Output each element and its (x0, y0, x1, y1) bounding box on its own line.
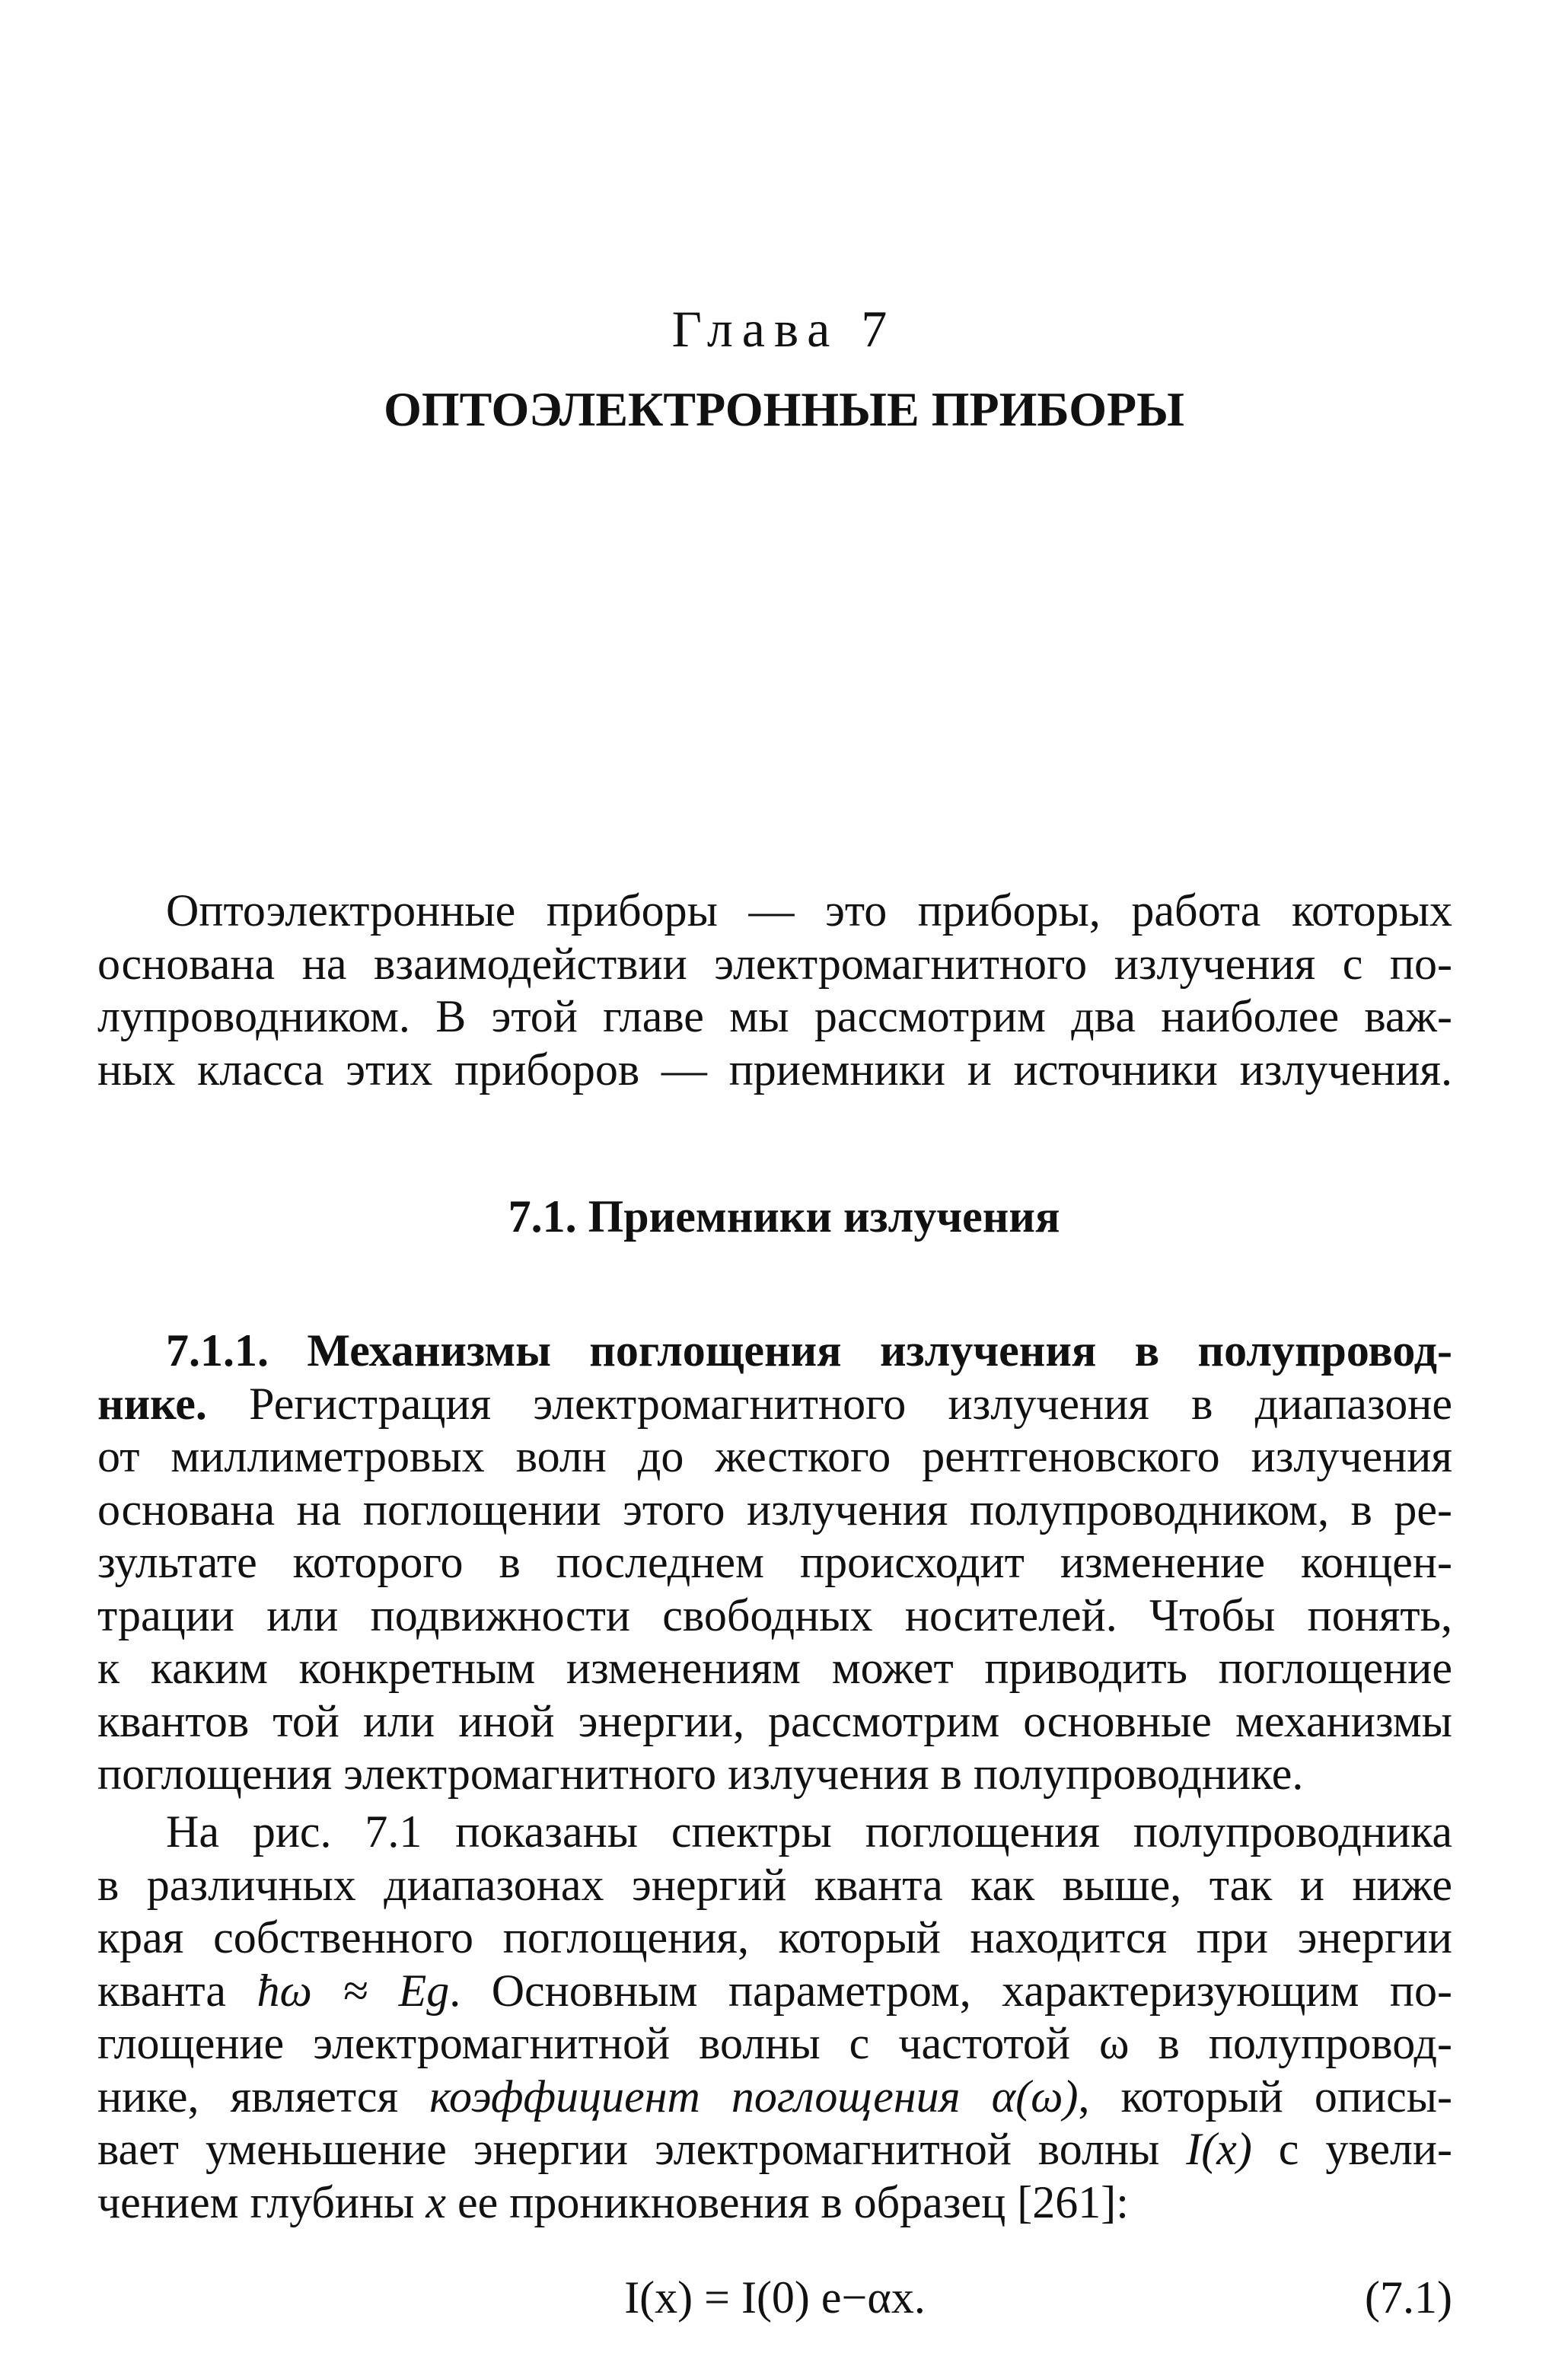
text-line: кванта ħω ≈ Eg. Основным параметром, характеризующим по- (97, 1965, 1452, 2016)
text-line: края собственного поглощения, который находится при энергии (97, 1912, 1452, 1962)
math-intensity: I(x) (1186, 2124, 1252, 2174)
subsection-heading-end: нике. (97, 1378, 207, 1429)
intro-line: ных класса этих приборов — приемники и источники излучения. (97, 1044, 1452, 1095)
text-line: основана на поглощении этого излучения полупроводником, в ре- (97, 1484, 1452, 1535)
text-line: в различных диапазонах энергий кванта как выше, так и ниже (97, 1859, 1452, 1910)
intro-line: лупроводником. В этой главе мы рассмотрим два наиболее важ- (97, 991, 1452, 1041)
subsection-heading: 7.1.1. Механизмы поглощения излучения в полупровод- (166, 1325, 1452, 1376)
math-alpha: α(ω) (960, 2071, 1079, 2122)
math-depth: x (425, 2176, 447, 2227)
chapter-title: ОПТОЭЛЕКТРОННЫЕ ПРИБОРЫ (384, 382, 1184, 436)
text-line: от миллиметровых волн до жесткого рентгеновского излучения (97, 1431, 1452, 1481)
intro-line: Оптоэлектронные приборы — это приборы, работа которых (166, 885, 1452, 936)
chapter-label: Глава 7 (671, 300, 897, 358)
equation (97, 2267, 1452, 2328)
text-line: чением глубины x ее проникновения в образец [261]: (97, 2176, 1129, 2227)
text-line: нике, является коэффициент поглощения α(ω), который описы- (97, 2071, 1452, 2122)
subsection-paragraph (97, 1325, 1452, 1801)
intro-paragraph (97, 885, 1452, 1096)
intro-line: основана на взаимодействии электромагнитного излучения с по- (97, 938, 1452, 989)
text-line: поглощения электромагнитного излучения в полупроводнике. (97, 1749, 1304, 1799)
section-title: 7.1. Приемники излучения (508, 1191, 1060, 1242)
body-paragraph (97, 1806, 1452, 2229)
text-line: трации или подвижности свободных носителей. Чтобы понять, (97, 1589, 1452, 1640)
text-line: глощение электромагнитной волны с частотой ω в полупровод- (97, 2018, 1452, 2068)
text-line: вает уменьшение энергии электромагнитной волны I(x) с увели- (97, 2124, 1452, 2174)
term-absorption-coefficient: коэффициент поглощения (429, 2071, 961, 2122)
text-line: зультате которого в последнем происходит изменение концен- (97, 1537, 1452, 1587)
text-line: На рис. 7.1 показаны спектры поглощения полупроводника (166, 1806, 1452, 1857)
math-energy: ħω ≈ Eg (257, 1965, 450, 2016)
text-line: к каким конкретным изменениям может приводить поглощение (97, 1643, 1452, 1693)
equation-expression: I(x) = I(0) e−αx. (624, 2272, 926, 2323)
text-line: квантов той или иной энергии, рассмотрим основные механизмы (97, 1695, 1452, 1746)
equation-number: (7.1) (1365, 2272, 1452, 2323)
text-line: нике. Регистрация электромагнитного излучения в диапазоне (97, 1378, 1452, 1429)
